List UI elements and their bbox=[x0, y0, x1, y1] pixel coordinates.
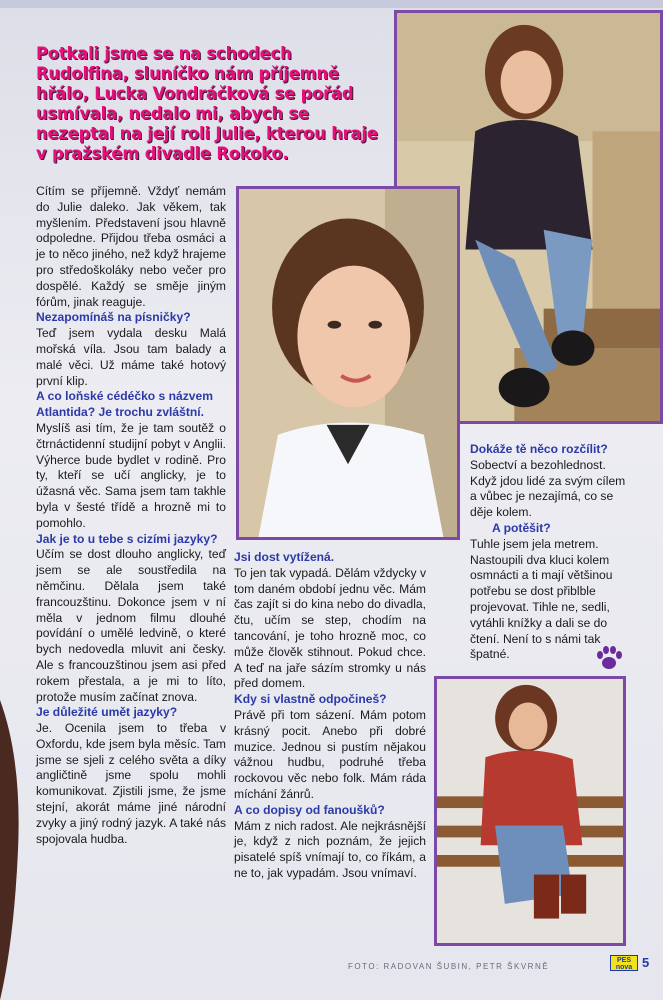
photo-bench bbox=[434, 676, 626, 946]
photo-portrait-ponytail bbox=[236, 186, 460, 540]
question-7: Kdy si vlastně odpočineš? bbox=[234, 692, 387, 707]
page-number: 5 bbox=[642, 955, 650, 970]
answer-1: Cítím se příjemně. Vždyť nemám do Julie daleko. Jak věkem, tak myšlením. Představení jsou hlavně odpoledne. Přijdou třeba osmáci a je to něco jiného, než když hrajeme pro středoškoláky nebo večer pro dospělé. Každý se směje jiným fórům, jinak reaguje. bbox=[36, 184, 226, 309]
answer-8: Mám z nich radost. Ale nejkrásnější je, když z nich poznám, že jejich pisatelé spíš vnímají to, co říkám, a ne to, jak vypadám. Jsou vnímaví. bbox=[234, 818, 426, 880]
answer-9: Sobectví a bezohlednost. Když jdou lidé za svým cílem a vůbec je nezajímá, co se děje kolem. bbox=[470, 457, 626, 520]
photo-credit: FOTO: RADOVAN ŠUBIN, PETR ŠKVRNĚ bbox=[348, 962, 550, 971]
answer-6: To jen tak vypadá. Dělám vždycky v tom daném období jednu věc. Mám čas zajít si do kina nebo do divadla, čtu, učím se step, chodím na tancování, je toho hrozně moc, co může člověk stihnout. Pokud chce. A teď na jaře sázím stromky u nás před domem. bbox=[234, 565, 426, 691]
intro-heading: Potkali jsme se na schodech Rudolfina, sluníčko nám příjemně hřálo, Lucka Vondráčková se pořád usmívala, nedalo mi, abych se nezeptal na její roli Julie, kterou hraje v pražském divadle Rokoko. bbox=[36, 44, 378, 163]
logo-line-2: nova bbox=[615, 964, 633, 971]
top-band bbox=[0, 0, 663, 8]
column-2 bbox=[234, 550, 426, 882]
answer-10: Tuhle jsem jela metrem. Nastoupili dva kluci kolem osmnácti a ti mají většinou potřebu se dost přiblble projevovat. Tihle ne, sedli, vytáhli knížky a dali se do čtení. Není to s námi tak špatné. bbox=[470, 536, 613, 662]
question-5: Je důležité umět jazyky? bbox=[36, 705, 178, 720]
answer-5: Je. Ocenila jsem to třeba v Oxfordu, kde jsem byla měsíc. Tam jsme se sjeli z celého světa a díky angličtině jsme spolu mohli komunikovat. Zjistili jsme, že jsme stejní, akorát máme jiné národní zvyky a jiný rodný jazyk. A také nás spojovala hudba. bbox=[36, 721, 226, 846]
question-2: Nezapomínáš na písničky? bbox=[36, 310, 191, 325]
column-1 bbox=[36, 184, 226, 847]
left-edge-shadow bbox=[0, 700, 22, 1000]
question-10: A potěšit? bbox=[492, 520, 551, 535]
question-4: Jak je to u tebe s cizími jazyky? bbox=[36, 531, 218, 546]
answer-3: Myslíš asi tím, že je tam soutěž o čtrnáctidenní studijní pobyt v Anglii. Výherce bude bydlet v rodině. Pro ty, kteří se učí anglicky, je to úžasná věc. Sama jsem tam takhle byla v šesté třídě a hrozně mi to pomohlo. bbox=[36, 420, 226, 530]
paw-icon bbox=[595, 645, 623, 671]
magazine-logo bbox=[610, 955, 638, 971]
answer-2: Teď jsem vydala desku Malá mořská víla. Jsou tam balady a malé věci. Už máme také hotový první klip. bbox=[36, 326, 226, 388]
question-6: Jsi dost vytížená. bbox=[234, 550, 335, 564]
question-3: A co loňské cédéčko s názvem Atlantida? Je trochu zvláštní. bbox=[36, 389, 214, 420]
logo-line-1: PES bbox=[616, 957, 631, 964]
column-3 bbox=[470, 442, 630, 663]
question-8: A co dopisy od fanoušků? bbox=[234, 802, 385, 817]
question-9: Dokáže tě něco rozčílit? bbox=[470, 442, 608, 456]
answer-7: Právě při tom sázení. Mám potom krásný pocit. Anebo při dobré muzice. Jednou si pustím nějakou vážnou hudbu, podruhé třeba rockovou věc nebo folk. Mám ráda míchání žánrů. bbox=[234, 707, 426, 801]
answer-4: Učím se dost dlouho anglicky, teď jsem se ale soustředila na němčinu. Dělala jsem také francouzštinu. Dokonce jsem v ní měla v jednom filmu dlouhé povídání o umělé ledvině, o které bych nedovedla mluvit ani česky. Ale s francouzštinou jsem asi před rokem přestala, a je mi to líto, protože musím začínat znova. bbox=[36, 547, 226, 704]
